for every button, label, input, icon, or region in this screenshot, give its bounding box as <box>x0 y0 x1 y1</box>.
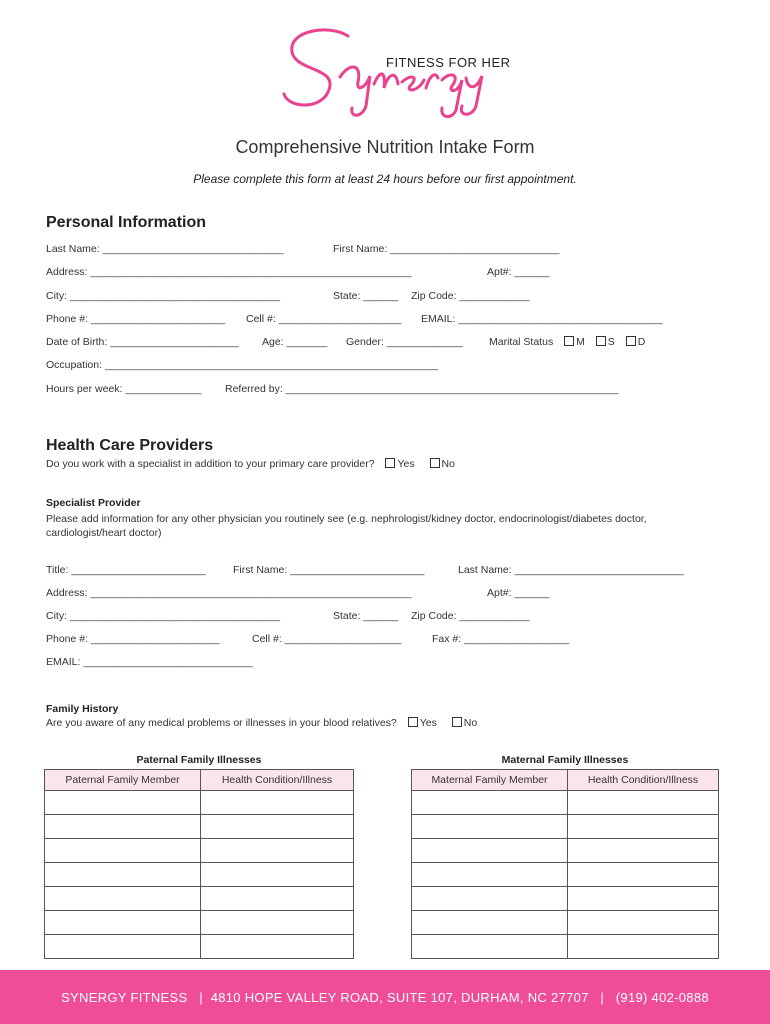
footer-contact: SYNERGY FITNESS | 4810 HOPE VALLEY ROAD, SUITE 107, DURHAM, NC 27707 | (919) 402-0888 <box>61 989 709 1005</box>
specialist-city-field[interactable]: City: ____________________________________ <box>46 610 281 622</box>
table-cell[interactable] <box>201 839 354 863</box>
specialist-title-field[interactable]: Title: _______________________ <box>46 564 206 576</box>
family-question <box>46 717 477 729</box>
paternal-table-title: Paternal Family Illnesses <box>136 754 262 766</box>
email-field[interactable]: EMAIL: ___________________________________ <box>421 313 663 325</box>
table-cell[interactable] <box>412 815 568 839</box>
table-cell[interactable] <box>201 911 354 935</box>
table-row <box>412 887 719 911</box>
marital-s-label: S <box>607 336 615 348</box>
table-cell[interactable] <box>568 887 719 911</box>
table-row <box>412 791 719 815</box>
family-yes-checkbox[interactable] <box>408 717 418 727</box>
table-row <box>45 911 354 935</box>
marital-m-checkbox[interactable] <box>564 336 574 346</box>
logo <box>270 22 511 122</box>
specialist-first-name-field[interactable]: First Name: _______________________ <box>233 564 425 576</box>
specialist-phone-field[interactable]: Phone #: ______________________ <box>46 633 220 645</box>
table-cell[interactable] <box>568 839 719 863</box>
table-cell[interactable] <box>201 863 354 887</box>
marital-s-checkbox[interactable] <box>596 336 606 346</box>
table-row <box>412 863 719 887</box>
specialist-yes-label: Yes <box>397 458 415 470</box>
table-cell[interactable] <box>412 887 568 911</box>
maternal-col-member: Maternal Family Member <box>412 770 568 791</box>
cell-field[interactable]: Cell #: _____________________ <box>246 313 402 325</box>
specialist-question-text: Do you work with a specialist in addition to your primary care provider? <box>46 458 375 470</box>
marital-status-label: Marital Status <box>489 336 554 348</box>
family-history-heading: Family History <box>46 703 119 715</box>
synergy-logo-icon <box>270 22 500 122</box>
marital-status <box>489 336 645 348</box>
specialist-cell-field[interactable]: Cell #: ____________________ <box>252 633 402 645</box>
family-no-checkbox[interactable] <box>452 717 462 727</box>
table-row <box>45 887 354 911</box>
specialist-apt-field[interactable]: Apt#: ______ <box>487 587 550 599</box>
table-cell[interactable] <box>568 815 719 839</box>
table-cell[interactable] <box>45 935 201 959</box>
address-field[interactable]: Address: _______________________________________________________ <box>46 266 412 278</box>
specialist-no-label: No <box>441 458 455 470</box>
table-cell[interactable] <box>201 887 354 911</box>
state-field[interactable]: State: ______ <box>333 290 399 302</box>
table-row <box>412 815 719 839</box>
marital-d-checkbox[interactable] <box>626 336 636 346</box>
table-cell[interactable] <box>568 911 719 935</box>
personal-info-heading: Personal Information <box>46 214 207 231</box>
table-row <box>412 839 719 863</box>
table-row <box>45 839 354 863</box>
table-cell[interactable] <box>201 815 354 839</box>
specialist-last-name-field[interactable]: Last Name: _____________________________ <box>458 564 684 576</box>
specialist-zip-field[interactable]: Zip Code: ____________ <box>411 610 530 622</box>
page-title: Comprehensive Nutrition Intake Form <box>235 137 535 157</box>
gender-field[interactable]: Gender: _____________ <box>346 336 463 348</box>
table-row <box>45 935 354 959</box>
specialist-description: Please add information for any other physician you routinely see (e.g. nephrologist/kidney doctor, endocrinologist/diabetes doctor, cardiologist/heart doctor) <box>46 513 647 539</box>
apt-field[interactable]: Apt#: ______ <box>487 266 550 278</box>
phone-field[interactable]: Phone #: _______________________ <box>46 313 226 325</box>
table-cell[interactable] <box>412 935 568 959</box>
marital-d-label: D <box>637 336 646 348</box>
table-row <box>412 911 719 935</box>
health-providers-heading: Health Care Providers <box>46 437 214 454</box>
zip-field[interactable]: Zip Code: ____________ <box>411 290 530 302</box>
table-row <box>45 863 354 887</box>
footer-bar <box>0 970 770 1024</box>
maternal-col-condition: Health Condition/Illness <box>568 770 719 791</box>
city-field[interactable]: City: ____________________________________ <box>46 290 281 302</box>
table-cell[interactable] <box>45 911 201 935</box>
table-cell[interactable] <box>45 839 201 863</box>
table-row <box>45 791 354 815</box>
table-cell[interactable] <box>45 863 201 887</box>
table-cell[interactable] <box>45 815 201 839</box>
specialist-provider-heading: Specialist Provider <box>46 497 141 509</box>
specialist-address-field[interactable]: Address: _______________________________________________________ <box>46 587 412 599</box>
specialist-state-field[interactable]: State: ______ <box>333 610 399 622</box>
family-no-label: No <box>463 717 478 729</box>
table-cell[interactable] <box>412 863 568 887</box>
logo-tagline: FITNESS FOR HER <box>386 55 511 70</box>
table-cell[interactable] <box>568 863 719 887</box>
maternal-table-title: Maternal Family Illnesses <box>501 754 629 766</box>
family-yes-label: Yes <box>419 717 437 729</box>
paternal-col-member: Paternal Family Member <box>45 770 201 791</box>
specialist-email-field[interactable]: EMAIL: _____________________________ <box>46 656 253 668</box>
paternal-table <box>44 769 354 959</box>
first-name-field[interactable]: First Name: _____________________________ <box>333 243 560 255</box>
maternal-table <box>411 769 719 959</box>
dob-field[interactable]: Date of Birth: ______________________ <box>46 336 239 348</box>
last-name-field[interactable]: Last Name: _______________________________ <box>46 243 284 255</box>
table-row <box>45 815 354 839</box>
specialist-yes-checkbox[interactable] <box>385 458 395 468</box>
specialist-question <box>46 458 455 470</box>
table-cell[interactable] <box>412 839 568 863</box>
table-cell[interactable] <box>201 935 354 959</box>
specialist-fax-field[interactable]: Fax #: __________________ <box>432 633 570 645</box>
table-cell[interactable] <box>412 791 568 815</box>
specialist-no-checkbox[interactable] <box>430 458 440 468</box>
table-cell[interactable] <box>201 791 354 815</box>
table-cell[interactable] <box>568 791 719 815</box>
table-cell[interactable] <box>568 935 719 959</box>
occupation-field[interactable]: Occupation: _________________________________________________________ <box>46 359 438 371</box>
marital-m-label: M <box>576 336 585 348</box>
page-subtitle: Please complete this form at least 24 hours before our first appointment. <box>193 172 577 186</box>
table-cell[interactable] <box>45 791 201 815</box>
table-cell[interactable] <box>412 911 568 935</box>
paternal-col-condition: Health Condition/Illness <box>201 770 354 791</box>
referred-field[interactable]: Referred by: _________________________________________________________ <box>225 383 619 395</box>
table-row <box>412 935 719 959</box>
table-cell[interactable] <box>45 887 201 911</box>
age-field[interactable]: Age: _______ <box>262 336 328 348</box>
family-question-text: Are you aware of any medical problems or illnesses in your blood relatives? <box>46 717 397 729</box>
hours-field[interactable]: Hours per week: _____________ <box>46 383 202 395</box>
